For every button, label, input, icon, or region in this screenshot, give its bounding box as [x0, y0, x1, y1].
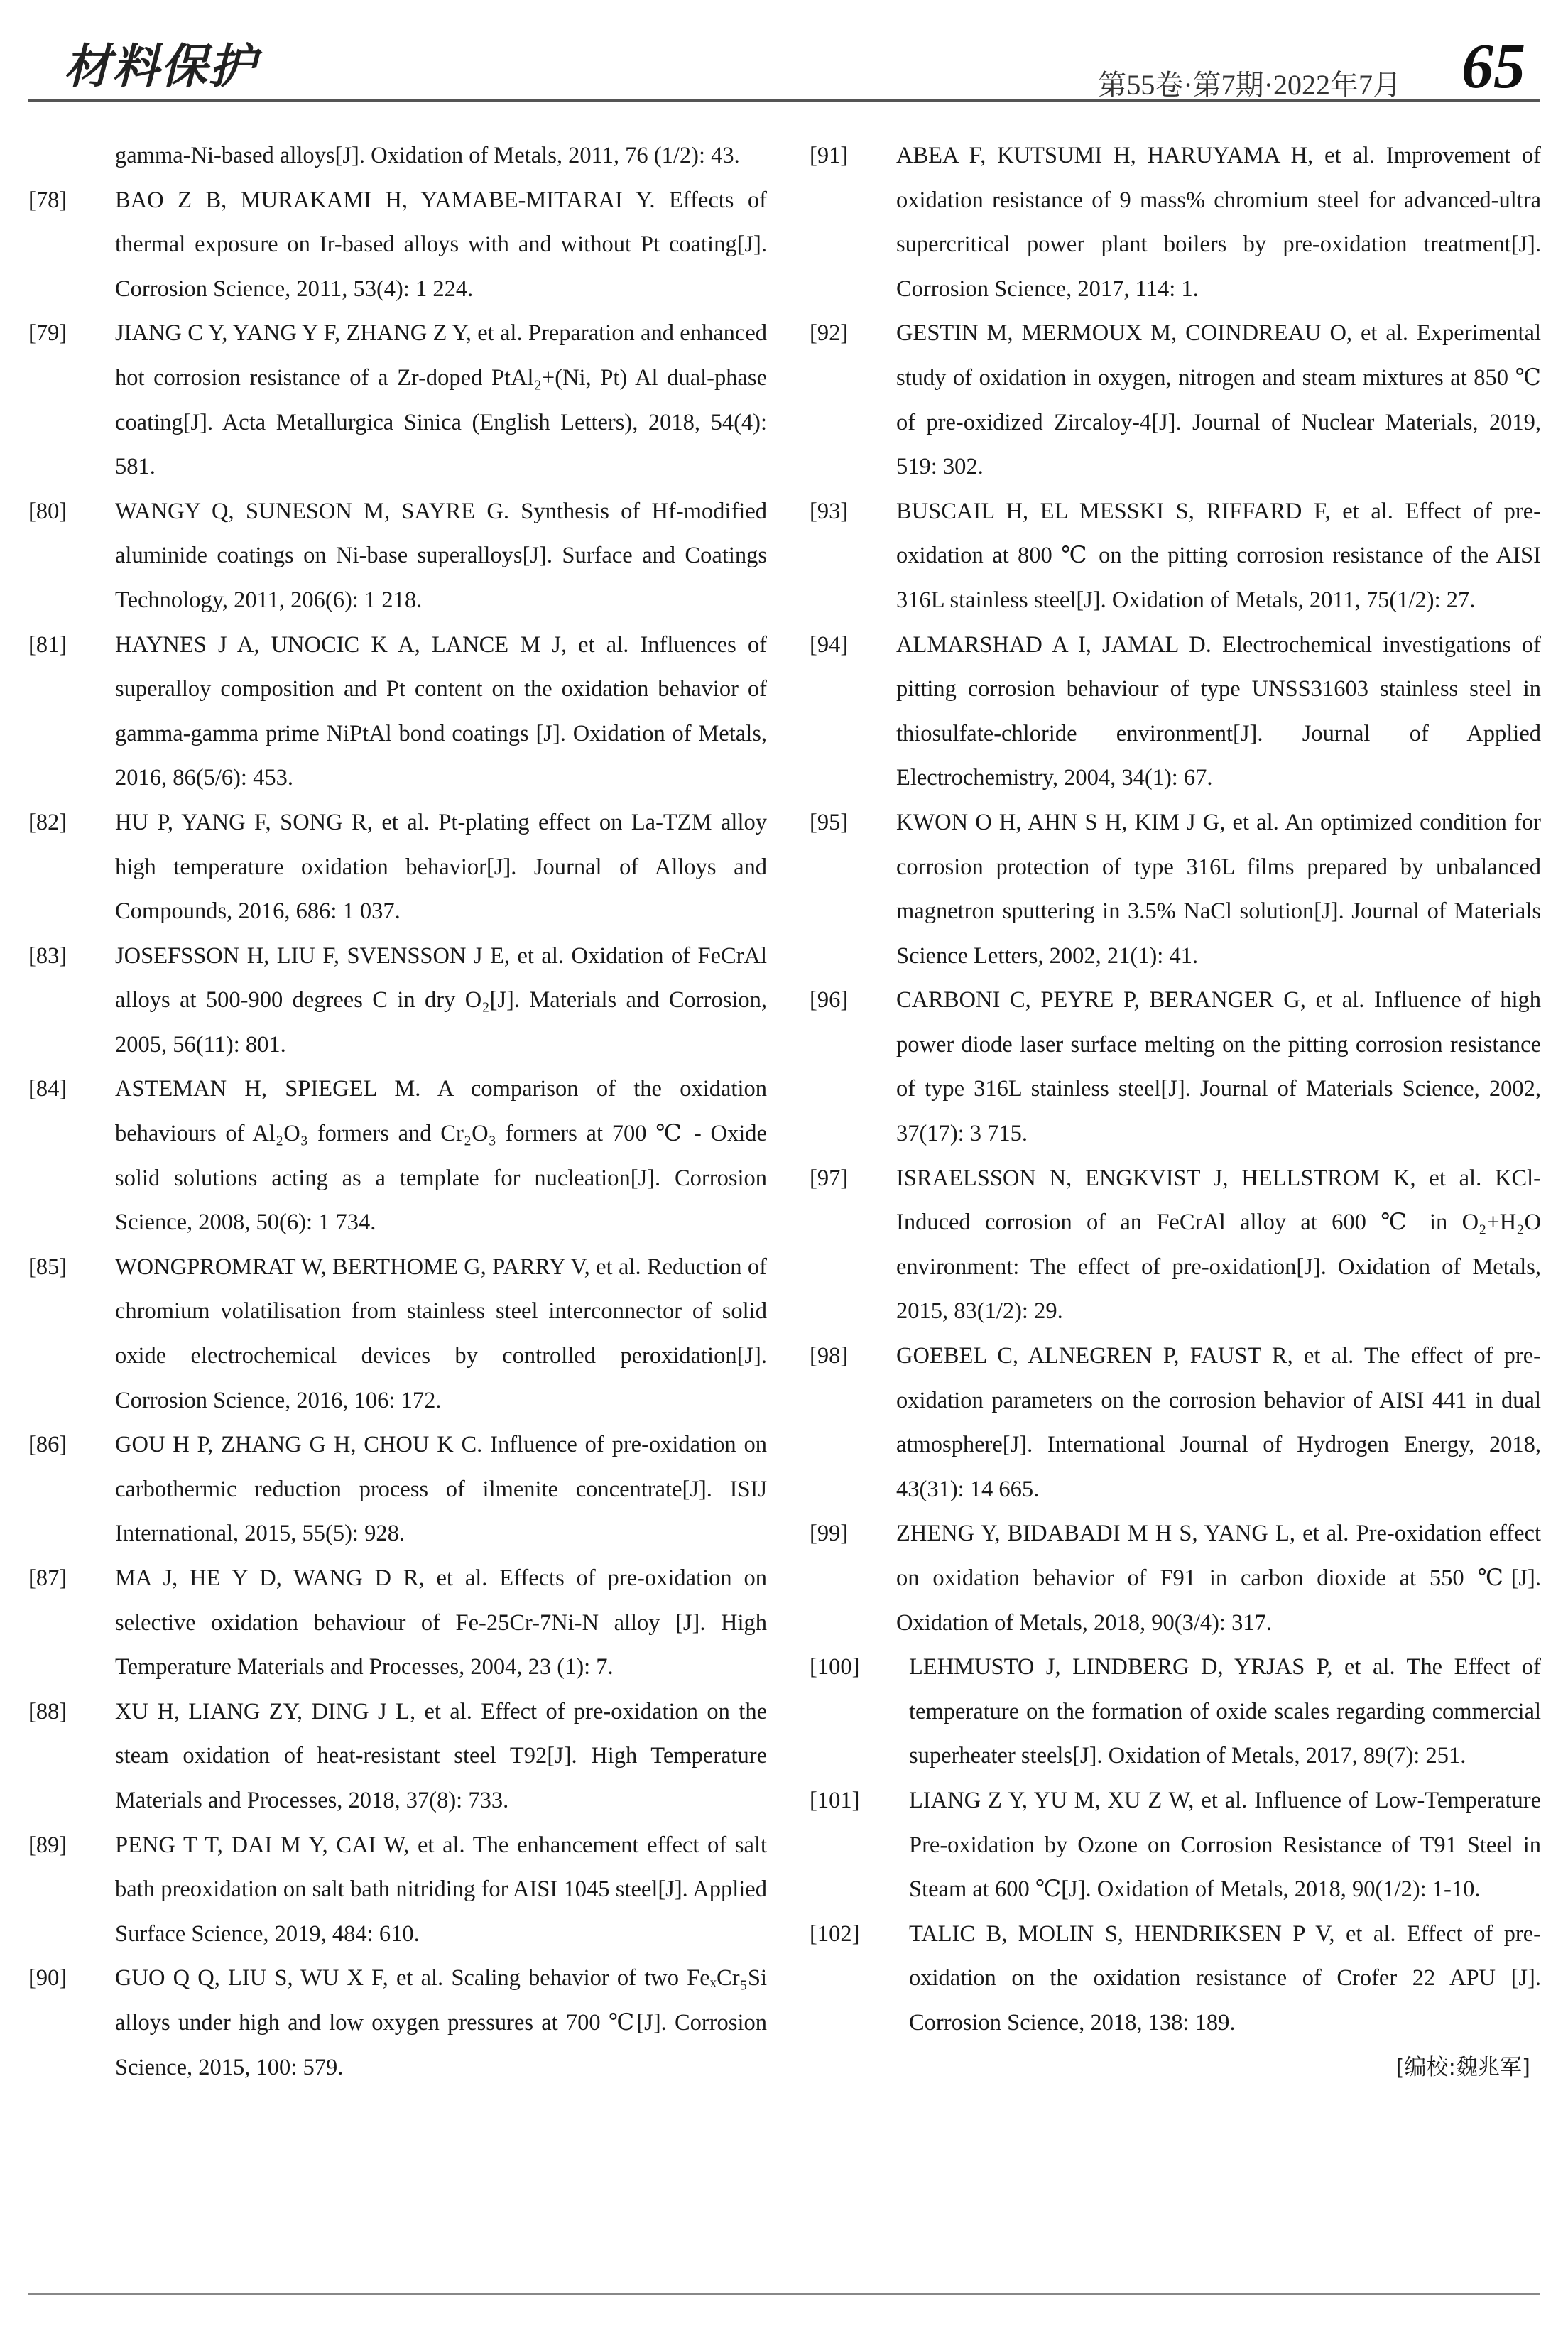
reference-number: [100] — [810, 1654, 860, 1680]
reference-number: [80] — [28, 498, 67, 524]
reference-text: LEHMUSTO J, LINDBERG D, YRJAS P, et al. The Effect of temperature on the formation of oxide scales regarding commercial superheater steels[J]. Oxidation of Metals, 2017, 89(7): 251. — [909, 1654, 1541, 1769]
reference-text: HU P, YANG F, SONG R, et al. Pt-plating effect on La-TZM alloy high temperature oxidation behavior[J]. Journal of Alloys and Compounds, 2016, 686: 1 037. — [115, 809, 767, 925]
reference-number: [97] — [810, 1165, 849, 1191]
reference-number: [99] — [810, 1521, 849, 1547]
reference-text: LIANG Z Y, YU M, XU Z W, et al. Influence of Low-Temperature Pre-oxidation by Ozone on Corrosion Resistance of T91 Steel in Steam at 600 ℃[J]. Oxidation of Metals, 2018, 90(1/2): 1-10. — [909, 1787, 1541, 1903]
reference-item — [28, 623, 767, 800]
reference-item — [28, 1956, 767, 2090]
reference-item — [28, 178, 767, 312]
reference-text: BAO Z B, MURAKAMI H, YAMABE-MITARAI Y. Effects of thermal exposure on Ir-based alloys with and without Pt coating[J]. Corrosion Science, 2011, 53(4): 1 224. — [115, 187, 767, 302]
reference-continuation: gamma-Ni-based alloys[J]. Oxidation of Metals, 2011, 76 (1/2): 43. — [115, 143, 740, 168]
reference-number: [89] — [28, 1832, 67, 1858]
reference-item — [28, 1690, 767, 1823]
page-header — [28, 28, 1540, 102]
reference-number: [94] — [810, 631, 849, 658]
editor-note: [编校:魏兆军] — [1395, 2054, 1530, 2080]
reference-text: ZHENG Y, BIDABADI M H S, YANG L, et al. Pre-oxidation effect on oxidation behavior of F91 in carbon dioxide at 550 ℃[J]. Oxidation of Metals, 2018, 90(3/4): 317. — [896, 1521, 1541, 1636]
reference-item — [28, 1556, 767, 1690]
reference-item — [28, 934, 767, 1067]
reference-text: MA J, HE Y D, WANG D R, et al. Effects of pre-oxidation on selective oxidation behaviour of Fe-25Cr-7Ni-N alloy [J]. High Temperature Materials and Processes, 2004, 23 (1): 7. — [115, 1565, 767, 1680]
reference-text: GESTIN M, MERMOUX M, COINDREAU O, et al. Experimental study of oxidation in oxygen, nitrogen and steam mixtures at 850 ℃ of pre-oxidized Zircaloy-4[J]. Journal of Nuclear Materials, 2019, 519: 302. — [896, 320, 1541, 480]
reference-number: [87] — [28, 1565, 67, 1591]
reference-number: [82] — [28, 809, 67, 835]
reference-number: [95] — [810, 809, 849, 835]
reference-number: [83] — [28, 942, 67, 969]
reference-text: ALMARSHAD A I, JAMAL D. Electrochemical investigations of pitting corrosion behaviour of type UNSS31603 stainless steel in thiosulfate-chloride environment[J]. Journal of Applied Electrochemistry, 2004, 34(1): 67. — [896, 631, 1541, 791]
issue-info: 第55卷·第7期·2022年7月 — [1098, 69, 1401, 101]
reference-item — [28, 311, 767, 489]
reference-item — [810, 311, 1541, 489]
reference-text: WANGY Q, SUNESON M, SAYRE G. Synthesis of Hf-modified aluminide coatings on Ni-base superalloys[J]. Surface and Coatings Technology, 2011, 206(6): 1 218. — [115, 498, 767, 613]
reference-text: WONGPROMRAT W, BERTHOME G, PARRY V, et al. Reduction of chromium volatilisation from stainless steel interconnector of solid oxide electrochemical devices by controlled peroxidation[J]. Corrosion Science, 2016, 106: 172. — [115, 1254, 767, 1413]
reference-text: CARBONI C, PEYRE P, BERANGER G, et al. Influence of high power diode laser surface melting on the pitting corrosion resistance of type 316L stainless steel[J]. Journal of Materials Science, 2002, 37(17): 3 715. — [896, 987, 1541, 1147]
reference-number: [79] — [28, 320, 67, 347]
reference-text: GUO Q Q, LIU S, WU X F, et al. Scaling behavior of two FeₓCr₅Si alloys under high and low oxygen pressures at 700 ℃[J]. Corrosion Science, 2015, 100: 579. — [115, 1965, 767, 2080]
journal-logo: 材料保护 — [64, 41, 257, 93]
reference-text: TALIC B, MOLIN S, HENDRIKSEN P V, et al. Effect of pre-oxidation on the oxidation resistance of Crofer 22 APU [J]. Corrosion Science, 2018, 138: 189. — [909, 1920, 1541, 2036]
reference-number: [90] — [28, 1965, 67, 1992]
reference-item — [810, 800, 1541, 978]
reference-item — [810, 1334, 1541, 1511]
reference-text: PENG T T, DAI M Y, CAI W, et al. The enhancement effect of salt bath preoxidation on salt bath nitriding for AISI 1045 steel[J]. Applied Surface Science, 2019, 484: 610. — [115, 1832, 767, 1947]
reference-item — [810, 1912, 1541, 2045]
reference-text: HAYNES J A, UNOCIC K A, LANCE M J, et al. Influences of superalloy composition and Pt content on the oxidation behavior of gamma-gamma prime NiPtAl bond coatings [J]. Oxidation of Metals, 2016, 86(5/6): 453. — [115, 631, 767, 791]
reference-item — [810, 623, 1541, 800]
reference-number: [92] — [810, 320, 849, 347]
reference-text: JIANG C Y, YANG Y F, ZHANG Z Y, et al. Preparation and enhanced hot corrosion resistance of a Zr-doped PtAl₂+(Ni, Pt) Al dual-phase coating[J]. Acta Metallurgica Sinica (English Letters), 2018, 54(4): 581. — [115, 320, 767, 480]
reference-number: [98] — [810, 1343, 849, 1369]
reference-number: [78] — [28, 187, 67, 213]
left-column — [28, 134, 767, 2090]
reference-item — [810, 1156, 1541, 1334]
reference-item — [28, 1423, 767, 1556]
right-column — [810, 134, 1541, 2090]
reference-item — [28, 800, 767, 934]
reference-text: XU H, LIANG ZY, DING J L, et al. Effect of pre-oxidation on the steam oxidation of heat-resistant steel T92[J]. High Temperature Materials and Processes, 2018, 37(8): 733. — [115, 1698, 767, 1813]
reference-item — [810, 1511, 1541, 1645]
page-number: 65 — [1461, 31, 1525, 102]
reference-item — [28, 489, 767, 623]
reference-number: [102] — [810, 1920, 860, 1947]
reference-text: KWON O H, AHN S H, KIM J G, et al. An optimized condition for corrosion protection of type 316L films prepared by unbalanced magnetron sputtering in 3.5% NaCl solution[J]. Journal of Materials Science Letters, 2002, 21(1): 41. — [896, 809, 1541, 969]
reference-text: ABEA F, KUTSUMI H, HARUYAMA H, et al. Improvement of oxidation resistance of 9 mass% chromium steel for advanced-ultra supercritical power plant boilers by pre-oxidation treatment[J]. Corrosion Science, 2017, 114: 1. — [896, 143, 1541, 302]
reference-number: [93] — [810, 498, 849, 524]
reference-number: [101] — [810, 1787, 860, 1813]
reference-number: [84] — [28, 1076, 67, 1102]
reference-text: JOSEFSSON H, LIU F, SVENSSON J E, et al. Oxidation of FeCrAl alloys at 500-900 degrees C in dry O₂[J]. Materials and Corrosion, 2005, 56(11): 801. — [115, 942, 767, 1058]
reference-text: ASTEMAN H, SPIEGEL M. A comparison of the oxidation behaviours of Al₂O₃ formers and Cr₂O₃ formers at 700 ℃ - Oxide solid solutions acting as a template for nucleation[J]. Corrosion Science, 2008, 50(6): 1 734. — [115, 1076, 767, 1236]
reference-item — [810, 489, 1541, 623]
reference-item — [810, 1645, 1541, 1778]
reference-text: GOU H P, ZHANG G H, CHOU K C. Influence of pre-oxidation on carbothermic reduction process of ilmenite concentrate[J]. ISIJ International, 2015, 55(5): 928. — [115, 1432, 767, 1547]
footer-rule — [28, 2293, 1540, 2295]
reference-item — [810, 134, 1541, 311]
reference-text: ISRAELSSON N, ENGKVIST J, HELLSTROM K, et al. KCl-Induced corrosion of an FeCrAl alloy at 600 ℃ in O₂+H₂O environment: The effect of pre-oxidation[J]. Oxidation of Metals, 2015, 83(1/2): 29. — [896, 1165, 1541, 1325]
reference-text: GOEBEL C, ALNEGREN P, FAUST R, et al. The effect of pre-oxidation parameters on the corrosion behavior of AISI 441 in dual atmosphere[J]. International Journal of Hydrogen Energy, 2018, 43(31): 14 665. — [896, 1343, 1541, 1502]
reference-number: [85] — [28, 1254, 67, 1280]
reference-number: [88] — [28, 1698, 67, 1724]
reference-item — [28, 1823, 767, 1957]
reference-item — [810, 978, 1541, 1156]
reference-item — [28, 1067, 767, 1244]
reference-item — [28, 1245, 767, 1423]
reference-number: [96] — [810, 987, 849, 1014]
reference-number: [86] — [28, 1432, 67, 1458]
reference-text: BUSCAIL H, EL MESSKI S, RIFFARD F, et al. Effect of pre-oxidation at 800 ℃ on the pitting corrosion resistance of the AISI 316L stainless steel[J]. Oxidation of Metals, 2011, 75(1/2): 27. — [896, 498, 1541, 613]
reference-item — [810, 1778, 1541, 1912]
reference-number: [81] — [28, 631, 67, 658]
reference-number: [91] — [810, 143, 849, 168]
